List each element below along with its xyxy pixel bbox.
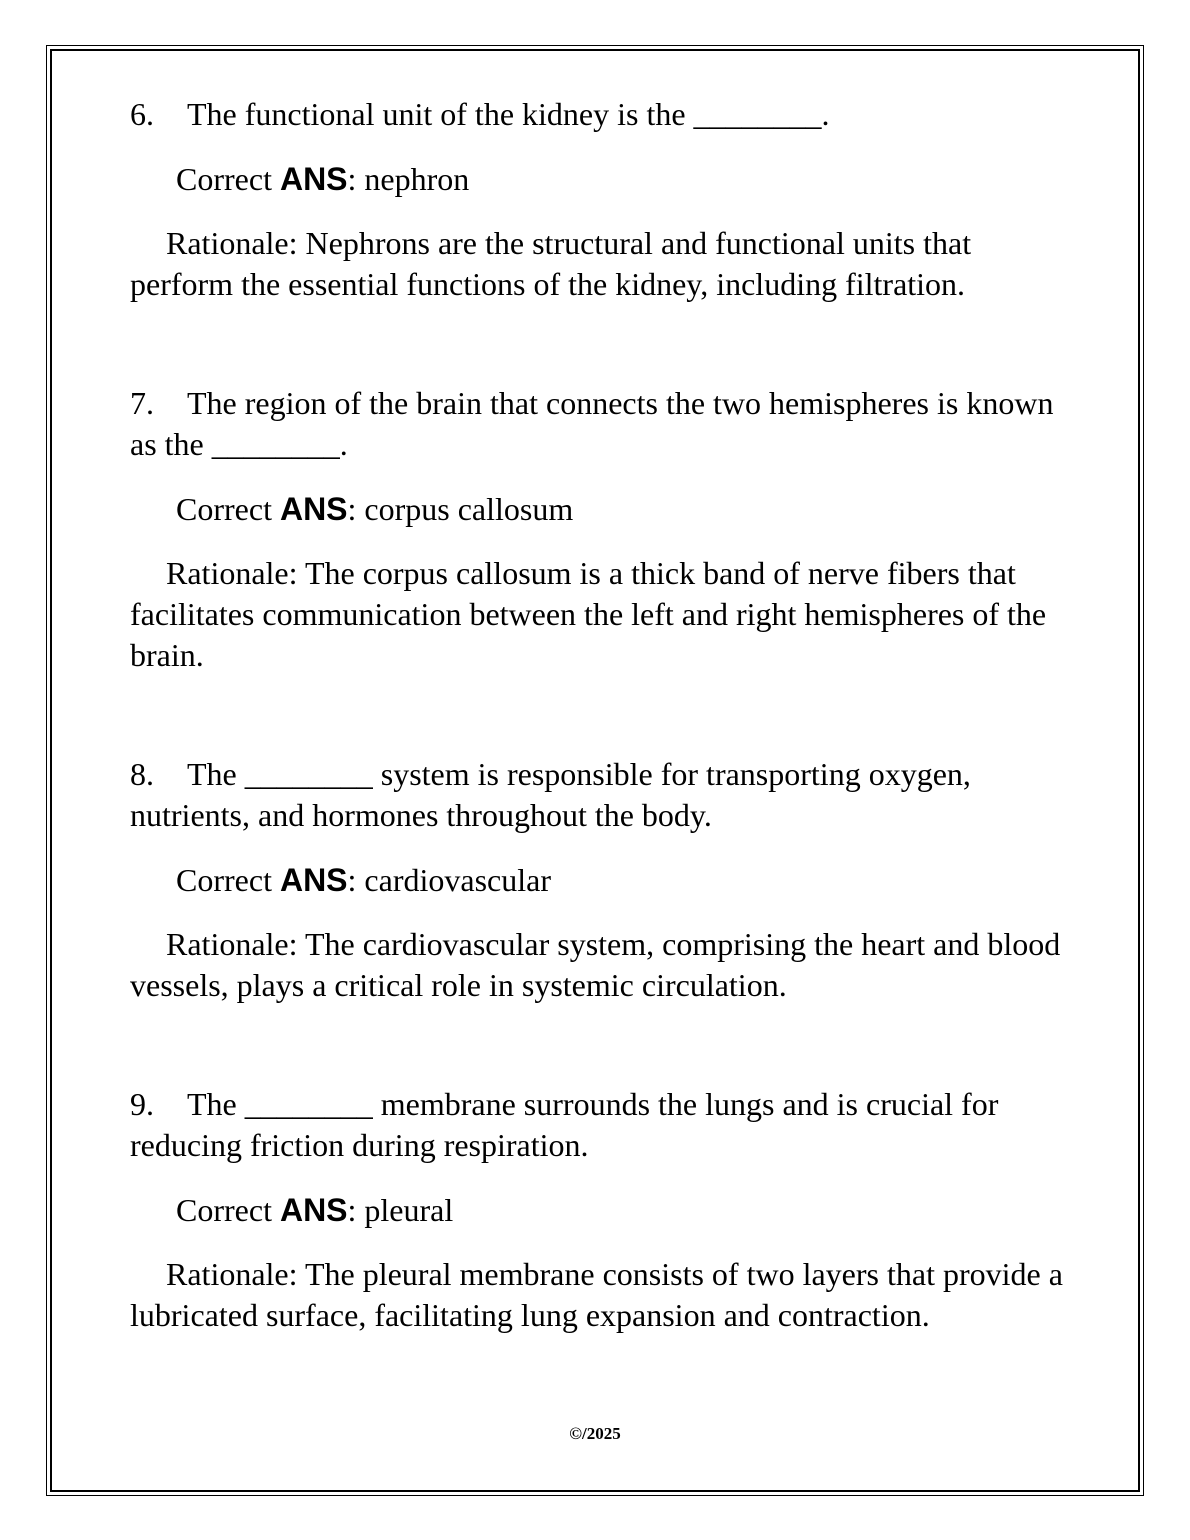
question-item-8 <box>130 754 1070 1006</box>
question-body: The functional unit of the kidney is the ________. <box>187 96 830 132</box>
answer-separator: : <box>347 161 365 197</box>
answer-value: corpus callosum <box>364 491 574 527</box>
question-body: The region of the brain that connects the two hemispheres is known as the ________. <box>130 385 1054 462</box>
answer-value: nephron <box>364 161 470 197</box>
ans-label: ANS <box>279 1192 348 1228</box>
ans-label: ANS <box>279 862 348 898</box>
ans-label: ANS <box>279 161 348 197</box>
rationale: Rationale: The cardiovascular system, comprising the heart and blood vessels, plays a critical role in systemic circulation. <box>130 926 1061 1003</box>
question-body: The ________ membrane surrounds the lungs and is crucial for reducing friction during respiration. <box>130 1086 999 1163</box>
answer-separator: : <box>347 491 365 527</box>
question-item-6 <box>130 94 1070 305</box>
answer-prefix: Correct <box>176 862 280 898</box>
ans-label: ANS <box>279 491 348 527</box>
question-item-7 <box>130 383 1070 676</box>
answer-value: cardiovascular <box>364 862 551 898</box>
answer-value: pleural <box>364 1192 454 1228</box>
answer-prefix: Correct <box>176 161 280 197</box>
question-item-9 <box>130 1084 1070 1336</box>
answer-prefix: Correct <box>176 1192 280 1228</box>
question-text <box>130 754 1070 836</box>
question-number: 6. <box>130 96 154 132</box>
rationale: Rationale: The pleural membrane consists of two layers that provide a lubricated surface, facilitating lung expansion and contraction. <box>130 1256 1063 1333</box>
correct-answer <box>176 159 1070 200</box>
question-list <box>130 94 1070 1336</box>
question-text <box>130 383 1070 465</box>
question-text <box>130 94 1070 135</box>
question-text <box>130 1084 1070 1166</box>
question-number: 7. <box>130 385 154 421</box>
rationale: Rationale: Nephrons are the structural and functional units that perform the essential functions of the kidney, including filtration. <box>130 225 972 302</box>
correct-answer <box>176 1190 1070 1231</box>
correct-answer <box>176 489 1070 530</box>
question-number: 8. <box>130 756 154 792</box>
question-number: 9. <box>130 1086 154 1122</box>
answer-prefix: Correct <box>176 491 280 527</box>
answer-separator: : <box>347 1192 365 1228</box>
copyright-footer: ©/2025 <box>569 1424 621 1443</box>
rationale: Rationale: The corpus callosum is a thick band of nerve fibers that facilitates communication between the left and right hemispheres of the brain. <box>130 555 1047 673</box>
question-body: The ________ system is responsible for transporting oxygen, nutrients, and hormones throughout the body. <box>130 756 971 833</box>
correct-answer <box>176 860 1070 901</box>
answer-separator: : <box>347 862 365 898</box>
